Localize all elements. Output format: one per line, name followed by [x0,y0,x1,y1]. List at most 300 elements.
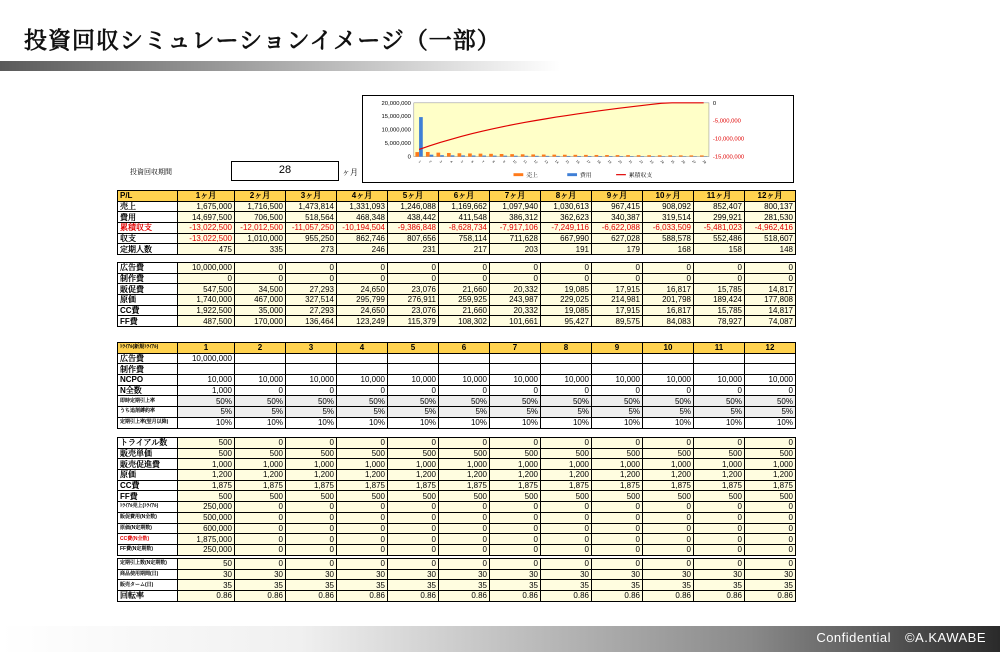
table-row [118,407,796,418]
legend-swatch [567,173,577,176]
table-cell: 1,200 [541,470,592,481]
table-cell: 0 [337,534,388,545]
table-cell: 50% [337,396,388,407]
table-cell: 0 [490,512,541,523]
table-cell: 0 [388,263,439,274]
table-cell: 0 [745,523,796,534]
bar-cost [472,155,476,156]
table-cell [745,364,796,375]
row-label: 販売ターム(日) [118,580,178,591]
table-cell: 0.86 [694,591,745,602]
table-cell: 0 [286,534,337,545]
bar-cost [461,155,465,156]
table-cell: 1,000 [439,459,490,470]
table-cell: 0 [643,523,694,534]
table-cell: 340,387 [592,212,643,223]
table-cell: 0 [694,502,745,513]
table-cell: 30 [490,569,541,580]
table-cell: 35 [694,580,745,591]
row-label: N全数 [118,385,178,396]
bar-cost [419,117,423,156]
bar-sales [542,155,546,157]
table-cell: 0 [643,263,694,274]
table-cell: 1,875 [337,480,388,491]
table-row [118,364,796,375]
table-cell: 967,415 [592,201,643,212]
table-cell: 475 [178,244,235,255]
row-label: 原価 [118,295,178,306]
table-cell: 1,200 [235,470,286,481]
table-cell: 627,028 [592,233,643,244]
table-cell: 1,000 [178,385,235,396]
table-cell: 35 [439,580,490,591]
plot-area [414,103,709,157]
bar-cost [440,155,444,156]
table-header-row [118,343,796,354]
table-cell: 0 [388,534,439,545]
table-cell: 0 [592,273,643,284]
table-cell: 0 [337,559,388,570]
row-label: うち追剤縛約率 [118,407,178,418]
x-tick-label: 3 [438,159,443,164]
x-tick-label: 5 [459,159,465,164]
bar-sales [436,153,440,157]
table-cell: 35 [286,580,337,591]
table-cell: 115,379 [388,316,439,327]
bar-sales [479,154,483,157]
table-cell: 0.86 [337,591,388,602]
table-cell: 500 [643,491,694,502]
table-cell: 20,332 [490,305,541,316]
footer [802,630,986,645]
bar-cost [577,156,581,157]
table-cell: 518,564 [286,212,337,223]
table-cell: 0 [388,385,439,396]
bar-cost [546,156,550,157]
table-cell: 0 [439,273,490,284]
row-label: 販促費用(N全数) [118,512,178,523]
table-cell: 1,246,088 [388,201,439,212]
table-cell: 1,200 [337,470,388,481]
table-cell: 758,114 [439,233,490,244]
table-cell: 500 [388,448,439,459]
table-cell [235,364,286,375]
table-cell: 50% [541,396,592,407]
row-label: 収支 [118,233,178,244]
table-cell: 0 [337,523,388,534]
bar-cost [556,156,560,157]
table-cell: 500 [439,491,490,502]
x-tick-label: 11 [522,159,528,165]
table-cell: 1,200 [286,470,337,481]
table-cell: 0 [439,544,490,555]
table-cell: 955,250 [286,233,337,244]
table-cell: 10,000,000 [178,263,235,274]
table-cell: 50% [694,396,745,407]
table-cell: 50% [178,396,235,407]
table-cell: 0 [745,263,796,274]
table-cell: 30 [439,569,490,580]
table-cell: 0 [286,502,337,513]
table-cell: 30 [643,569,694,580]
table-cell: 0 [388,273,439,284]
payback-label: 投資回収期間 [130,168,172,176]
bar-sales [700,155,704,156]
table-cell: -9,386,848 [388,223,439,234]
table-cell: 362,623 [541,212,592,223]
table-cell: 250,000 [178,502,235,513]
table-cell: 706,500 [235,212,286,223]
table-cell: 15,785 [694,284,745,295]
table-cell: 14,817 [745,305,796,316]
table-cell: 1,000 [388,459,439,470]
table-cell: 0 [592,512,643,523]
column-header: 6 [439,343,490,354]
table-cell: 23,076 [388,284,439,295]
table-cell: 0 [643,502,694,513]
table-cell: 0 [286,385,337,396]
x-tick-label: 28 [701,159,708,165]
table-cell: 229,025 [541,295,592,306]
table-cell: 10,000 [694,375,745,386]
x-tick-label: 25 [670,159,676,165]
table-cell: 189,424 [694,295,745,306]
table-row [118,375,796,386]
bar-cost [503,156,507,157]
table-cell: 0 [745,512,796,523]
x-tick-label: 1 [417,159,422,164]
table-cell: 0 [337,273,388,284]
table-cell: 10% [541,417,592,428]
table-cell: -7,917,106 [490,223,541,234]
table-cell: 14,697,500 [178,212,235,223]
bar-cost [567,156,571,157]
bar-sales [521,154,525,156]
column-header: 5 [388,343,439,354]
table-cell: 386,312 [490,212,541,223]
table-cell: 95,427 [541,316,592,327]
column-header: 3 [286,343,337,354]
table-cell: 0 [541,544,592,555]
left-tick-label: 10,000,000 [381,127,411,134]
table-cell: 5% [694,407,745,418]
table-cell: 78,927 [694,316,745,327]
row-label: CC費 [118,305,178,316]
column-header: 7 [490,343,541,354]
row-label: FF費 [118,491,178,502]
title-underline [0,61,560,71]
table-cell: 487,500 [178,316,235,327]
table-cell: 0 [439,512,490,523]
row-label: 広告費 [118,263,178,274]
column-header: 12 [745,343,796,354]
column-header: 2 [235,343,286,354]
column-header: 6ヶ月 [439,191,490,202]
table-cell: 30 [178,569,235,580]
table-row [118,480,796,491]
table-cell: 500 [337,448,388,459]
table-cell: 500 [745,491,796,502]
table-cell: 27,293 [286,284,337,295]
bar-sales [574,155,578,157]
table-cell: 600,000 [178,523,235,534]
table-cell: 10,000 [745,375,796,386]
x-tick-label: 10 [511,159,518,165]
table-cell: 30 [745,569,796,580]
table-cell: 1,875 [235,480,286,491]
table-cell: 5% [337,407,388,418]
x-tick-label: 17 [585,159,592,165]
table-cell: 0 [337,263,388,274]
table-cell: 5% [745,407,796,418]
table-cell: 299,921 [694,212,745,223]
table-cell: 1,875 [490,480,541,491]
row-label: NCPO [118,375,178,386]
table-cell [286,353,337,364]
row-label: 制作費 [118,364,178,375]
table-cell: 1,716,500 [235,201,286,212]
table-cell: 500 [178,448,235,459]
table-cell: 30 [541,569,592,580]
row-label: トライアル数 [118,438,178,449]
bar-cost [598,156,602,157]
legend-label: 累積収支 [628,173,653,180]
table-row [118,491,796,502]
table-cell: 24,650 [337,305,388,316]
table-cell: 5% [388,407,439,418]
left-tick-label: 15,000,000 [381,114,411,121]
bar-sales [626,155,630,156]
table-cell: 16,817 [643,305,694,316]
bar-sales [510,154,514,156]
table-row [118,523,796,534]
table-cell: 123,249 [337,316,388,327]
x-tick-label: 4 [449,159,454,164]
bar-sales [658,155,662,156]
table-cell: 177,808 [745,295,796,306]
table-cell: 1,200 [592,470,643,481]
table-cell: 0 [286,263,337,274]
table-cell: 1,875 [643,480,694,491]
table-cell: 5% [490,407,541,418]
table-cell: 148 [745,244,796,255]
table-cell: 35 [490,580,541,591]
table-cell: -12,012,500 [235,223,286,234]
table-cell: 19,085 [541,305,592,316]
table-cell: 35 [643,580,694,591]
bar-sales [595,155,599,157]
row-label: 原価(N定期数) [118,523,178,534]
row-label: 制作費 [118,273,178,284]
table-cell: 27,293 [286,305,337,316]
table-cell: 0 [694,438,745,449]
unit-table [117,437,796,556]
x-tick-label: 27 [691,159,697,165]
table-cell: 30 [235,569,286,580]
table-cell: 0 [643,512,694,523]
table-cell: 50% [490,396,541,407]
column-header: ﾄﾗｲｱﾙ(新規ﾄﾗｲｱﾙ) [118,343,178,354]
table-cell: 0 [592,559,643,570]
table-cell [490,353,541,364]
x-tick-label: 18 [596,159,602,165]
bar-sales [616,155,620,157]
bar-sales [647,155,651,156]
table-cell: 84,083 [643,316,694,327]
table-cell: 1,200 [643,470,694,481]
table-cell [745,353,796,364]
bar-sales [679,155,683,156]
table-cell [490,364,541,375]
table-cell: 50% [592,396,643,407]
table-cell: 273 [286,244,337,255]
x-tick-label: 6 [470,159,475,164]
bar-cost [482,156,486,157]
table-cell: 0 [235,385,286,396]
table-cell: 0 [490,502,541,513]
table-cell: 89,575 [592,316,643,327]
row-label: CC費(N全数) [118,534,178,545]
table-cell: 1,875 [178,480,235,491]
table-cell: 0 [286,559,337,570]
table-cell: 10,000 [388,375,439,386]
table-cell [439,353,490,364]
table-cell: 0 [337,502,388,513]
table-row [118,448,796,459]
table-cell: 10% [178,417,235,428]
table-cell: 1,331,093 [337,201,388,212]
column-header: 9 [592,343,643,354]
left-tick-label: 0 [407,154,411,161]
table-cell: 0 [541,523,592,534]
payback-value[interactable]: 28 [231,161,339,181]
table-cell: 5% [643,407,694,418]
table-cell: 0 [286,273,337,284]
column-header: 5ヶ月 [388,191,439,202]
table-cell: 500 [490,448,541,459]
bar-sales [637,155,641,156]
table-cell: 0 [694,273,745,284]
x-tick-label: 2 [428,159,433,164]
pl-table [117,190,796,255]
table-cell: -5,481,023 [694,223,745,234]
table-cell: 0 [745,385,796,396]
table-cell [388,353,439,364]
table-row [118,201,796,212]
table-cell: 0 [388,544,439,555]
table-cell: 30 [337,569,388,580]
table-cell: 0 [694,559,745,570]
table-cell: 588,578 [643,233,694,244]
right-tick-label: -10,000,000 [712,136,745,143]
column-header: P/L [118,191,178,202]
table-row [118,305,796,316]
table-cell: 168 [643,244,694,255]
table-cell: 5% [541,407,592,418]
table-cell: 0 [490,273,541,284]
table-cell: 0 [592,502,643,513]
table-cell: 1,875 [388,480,439,491]
table-cell: 10,000 [439,375,490,386]
table-cell: 0 [439,263,490,274]
table-cell: 0.86 [490,591,541,602]
table-cell: 1,000 [235,459,286,470]
column-header: 7ヶ月 [490,191,541,202]
table-cell: 0 [745,534,796,545]
table-cell: 667,990 [541,233,592,244]
table-cell: 500 [235,491,286,502]
misc-table [117,558,796,602]
row-label: FF費 [118,316,178,327]
table-cell: 500 [541,448,592,459]
table-cell: 217 [439,244,490,255]
table-cell: 1,473,814 [286,201,337,212]
table-header-row [118,191,796,202]
table-cell: 0 [235,273,286,284]
cost-table [117,262,796,327]
bar-sales [584,155,588,157]
left-tick-label: 20,000,000 [381,100,411,107]
row-label: 費用 [118,212,178,223]
table-cell: 0 [541,385,592,396]
bar-sales [500,154,504,157]
table-cell: 108,302 [439,316,490,327]
table-cell: 1,875,000 [178,534,235,545]
table-cell: 50 [178,559,235,570]
table-cell [337,364,388,375]
table-row [118,438,796,449]
table-cell: 0 [643,534,694,545]
table-cell: 500 [439,448,490,459]
table-cell: 500,000 [178,512,235,523]
table-cell: 547,500 [178,284,235,295]
column-header: 8 [541,343,592,354]
table-cell: 24,650 [337,284,388,295]
row-label: 販売単価 [118,448,178,459]
table-cell: 0 [388,523,439,534]
legend-swatch [514,173,524,176]
table-cell: 500 [337,491,388,502]
table-cell: 10,000 [643,375,694,386]
table-cell: 50% [439,396,490,407]
table-cell: 35 [745,580,796,591]
table-cell: 50% [286,396,337,407]
table-cell: 500 [388,491,439,502]
table-cell: 0 [694,534,745,545]
table-cell: 0.86 [541,591,592,602]
table-cell: 0.86 [643,591,694,602]
table-cell: 295,799 [337,295,388,306]
table-cell [541,353,592,364]
column-header: 11ヶ月 [694,191,745,202]
row-label: 販売促進費 [118,459,178,470]
table-cell: 807,656 [388,233,439,244]
right-tick-label: 0 [712,100,717,107]
bar-cost [514,156,518,157]
table-cell: -11,057,250 [286,223,337,234]
x-tick-label: 12 [533,159,539,165]
table-cell: 5% [178,407,235,418]
table-cell: 0 [286,544,337,555]
table-cell: 10% [592,417,643,428]
table-row [118,569,796,580]
table-cell: 1,675,000 [178,201,235,212]
x-tick-label: 8 [491,159,496,164]
table-cell: 30 [388,569,439,580]
column-header: 1ヶ月 [178,191,235,202]
table-row [118,223,796,234]
table-cell: 17,915 [592,284,643,295]
